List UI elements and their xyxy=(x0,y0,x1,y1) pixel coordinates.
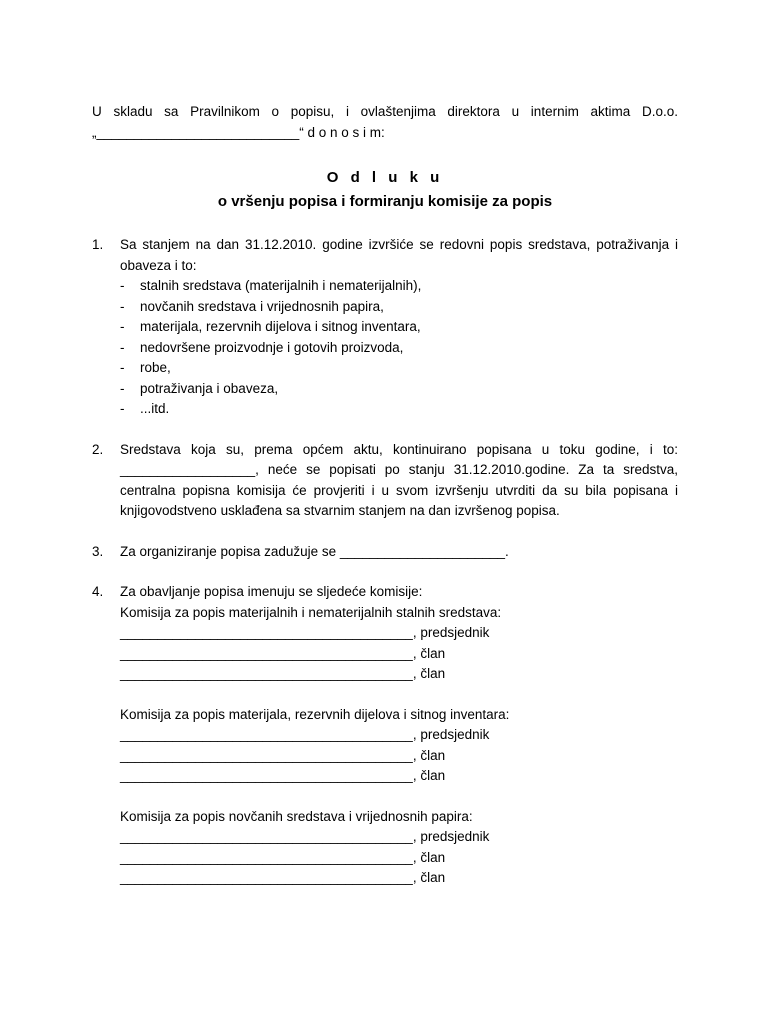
item-3-text: Za organiziranje popisa zadužuje se ______________________. xyxy=(120,543,509,559)
item-2 xyxy=(92,440,678,522)
item-3 xyxy=(92,542,678,563)
decision-title: O d l u k u xyxy=(326,169,444,186)
item-number: 1. xyxy=(92,237,104,252)
item-1 xyxy=(92,235,678,420)
signature-line-member: _______________________________________, član xyxy=(120,645,446,661)
list-item: - potraživanja i obaveza, xyxy=(120,380,279,396)
commission-title: Komisija za popis materijalnih i nematerijalnih stalnih sredstava: xyxy=(120,604,502,620)
list-item: - nedovršene proizvodnje i gotovih proizvoda, xyxy=(120,339,404,355)
signature-line-member: _______________________________________, član xyxy=(120,849,446,865)
commission-materials-inventory xyxy=(120,705,678,787)
list-item: - ...itd. xyxy=(120,401,170,416)
signature-line-member: _______________________________________, član xyxy=(120,870,446,885)
decision-subtitle: o vršenju popisa i formiranju komisije za popis xyxy=(217,193,553,210)
commission-title: Komisija za popis novčanih sredstava i vrijednosnih papira: xyxy=(120,808,473,824)
item-number: 3. xyxy=(92,543,104,559)
signature-line-president: _______________________________________, predsjednik xyxy=(120,829,490,844)
asset-type-list xyxy=(120,276,678,420)
list-item: - robe, xyxy=(120,360,171,375)
signature-line-president: _______________________________________, predsjednik xyxy=(120,625,490,640)
list-item: - stalnih sredstava (materijalnih i nematerijalnih), xyxy=(120,278,422,293)
signature-line-member: _______________________________________, član xyxy=(120,747,446,763)
commission-title: Komisija za popis materijala, rezervnih dijelova i sitnog inventara: xyxy=(120,706,510,722)
item-4 xyxy=(92,582,678,889)
document-page xyxy=(92,102,678,909)
item-number: 4. xyxy=(92,584,104,599)
signature-line-member: _______________________________________, član xyxy=(120,666,446,681)
item-4-intro: Za obavljanje popisa imenuju se sljedeće komisije: xyxy=(120,584,423,599)
list-item: - materijala, rezervnih dijelova i sitnog inventara, xyxy=(120,319,421,334)
list-item: - novčanih sredstava i vrijednosnih papira, xyxy=(120,298,384,314)
signature-line-member: _______________________________________, član xyxy=(120,768,446,783)
commission-cash-securities xyxy=(120,807,678,889)
signature-line-president: _______________________________________, predsjednik xyxy=(120,727,490,742)
item-2-text: Sredstava koja su, prema općem aktu, kontinuirano popisana u toku godine, i to: __________________, neće se popisati po stanju 31.12.2010.godine. Za ta sredstva, centralna popisna komisija će provjeriti i u svom izvršenju utvrditi da su bila popisana i knjigovodstveno usklađena sa stvarnim stanjem na dan izvršenog popisa. xyxy=(120,441,678,518)
intro-line-2: „___________________________“ d o n o s i m: xyxy=(92,124,385,140)
item-1-text: Sa stanjem na dan 31.12.2010. godine izvršiće se redovni popis sredstava, potraživanja i obaveza i to: xyxy=(120,237,678,273)
decision-title-block xyxy=(92,167,678,213)
intro-line-1: U skladu sa Pravilnikom o popisu, i ovlaštenjima direktora u internim aktima D.o.o. xyxy=(92,104,678,119)
item-number: 2. xyxy=(92,441,104,457)
commission-materials-fixed-assets xyxy=(120,603,678,685)
